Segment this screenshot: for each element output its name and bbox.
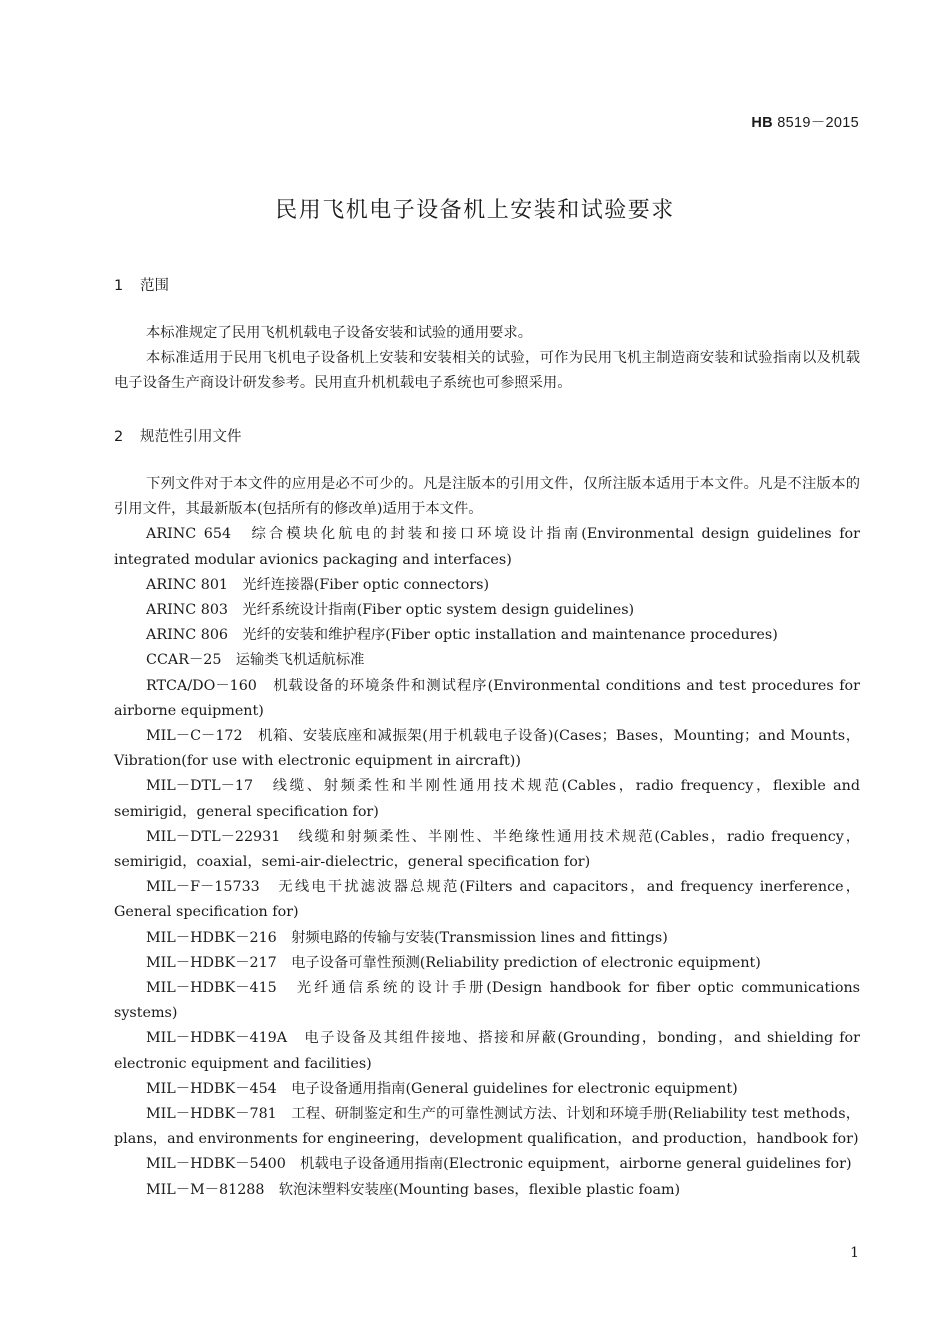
reference-entry: MIL－HDBK－5400 机载电子设备通用指南(Electronic equipment，airborne general guidelines for) [146, 1156, 852, 1173]
reference-entry: MIL－C－172 机箱、安装底座和减振架(用于机载电子设备)(Cases；Bases，Mounting；and Mounts，Vibration(for use with electronic equipment in aircraft)) [114, 728, 860, 770]
reference-entry: RTCA/DO－160 机载设备的环境条件和测试程序(Environmental conditions and test procedures for airborne equipment) [114, 677, 860, 719]
reference-entry: MIL－HDBK－454 电子设备通用指南(General guidelines for electronic equipment) [146, 1080, 738, 1097]
document-code-prefix: HB [751, 115, 773, 131]
references-body [114, 472, 860, 1203]
section-number: 2 [114, 429, 124, 445]
section-title: 规范性引用文件 [140, 429, 242, 445]
section-title: 范围 [140, 278, 169, 294]
reference-entry: MIL－DTL－22931 线缆和射频柔性、半刚性、半绝缘性通用技术规范(Cables，radio frequency，semirigid，coaxial，semi-air-dielectric，general specification for) [114, 828, 860, 871]
reference-entry: ARINC 801 光纤连接器(Fiber optic connectors) [146, 576, 490, 593]
section-heading-normative-references [114, 425, 242, 446]
reference-entry: ARINC 806 光纤的安装和维护程序(Fiber optic installation and maintenance procedures) [146, 627, 778, 644]
reference-entry: MIL－HDBK－217 电子设备可靠性预测(Reliability prediction of electronic equipment) [146, 954, 761, 971]
scope-paragraph: 本标准规定了民用飞机机载电子设备安装和试验的通用要求。 [146, 325, 533, 341]
reference-entry: ARINC 803 光纤系统设计指南(Fiber optic system design guidelines) [146, 602, 635, 619]
reference-entry: CCAR－25 运输类飞机适航标准 [146, 652, 365, 669]
scope-body [114, 321, 860, 397]
section-heading-scope [114, 274, 169, 295]
reference-entry: ARINC 654 综合模块化航电的封装和接口环境设计指南(Environmental design guidelines for integrated modular avionics packaging and interfaces) [114, 526, 860, 568]
scope-paragraph: 本标准适用于民用飞机电子设备机上安装和安装相关的试验，可作为民用飞机主制造商安装和试验指南以及机载电子设备生产商设计研发参考。民用直升机机载电子系统也可参照采用。 [114, 350, 860, 392]
reference-entry: MIL－HDBK－781 工程、研制鉴定和生产的可靠性测试方法、计划和环境手册(Reliability test methods，plans，and environments for engineering，development qualification，and production，handbook for) [114, 1106, 860, 1148]
page-number: 1 [850, 1245, 859, 1261]
document-title: 民用飞机电子设备机上安装和试验要求 [275, 198, 675, 223]
reference-entry: MIL－M－81288 软泡沫塑料安装座(Mounting bases，flexible plastic foam) [146, 1181, 681, 1198]
document-code-number: 8519－2015 [777, 115, 859, 131]
references-intro: 下列文件对于本文件的应用是必不可少的。凡是注版本的引用文件，仅所注版本适用于本文件。凡是不注版本的引用文件，其最新版本(包括所有的修改单)适用于本文件。 [114, 476, 860, 518]
section-number: 1 [114, 278, 124, 294]
document-code [751, 111, 859, 132]
reference-entry: MIL－HDBK－419A 电子设备及其组件接地、搭接和屏蔽(Grounding，bonding，and shielding for electronic equipment and facilities) [114, 1030, 860, 1072]
reference-entry: MIL－HDBK－216 射频电路的传输与安装(Transmission lines and fittings) [146, 929, 668, 946]
reference-entry: MIL－HDBK－415 光纤通信系统的设计手册(Design handbook for fiber optic communications systems) [114, 980, 860, 1022]
reference-entry: MIL－DTL－17 线缆、射频柔性和半刚性通用技术规范(Cables，radio frequency，flexible and semirigid，general specification for) [114, 778, 860, 820]
reference-entry: MIL－F－15733 无线电干扰滤波器总规范(Filters and capacitors，and frequency inerference，General specification for) [114, 879, 860, 921]
